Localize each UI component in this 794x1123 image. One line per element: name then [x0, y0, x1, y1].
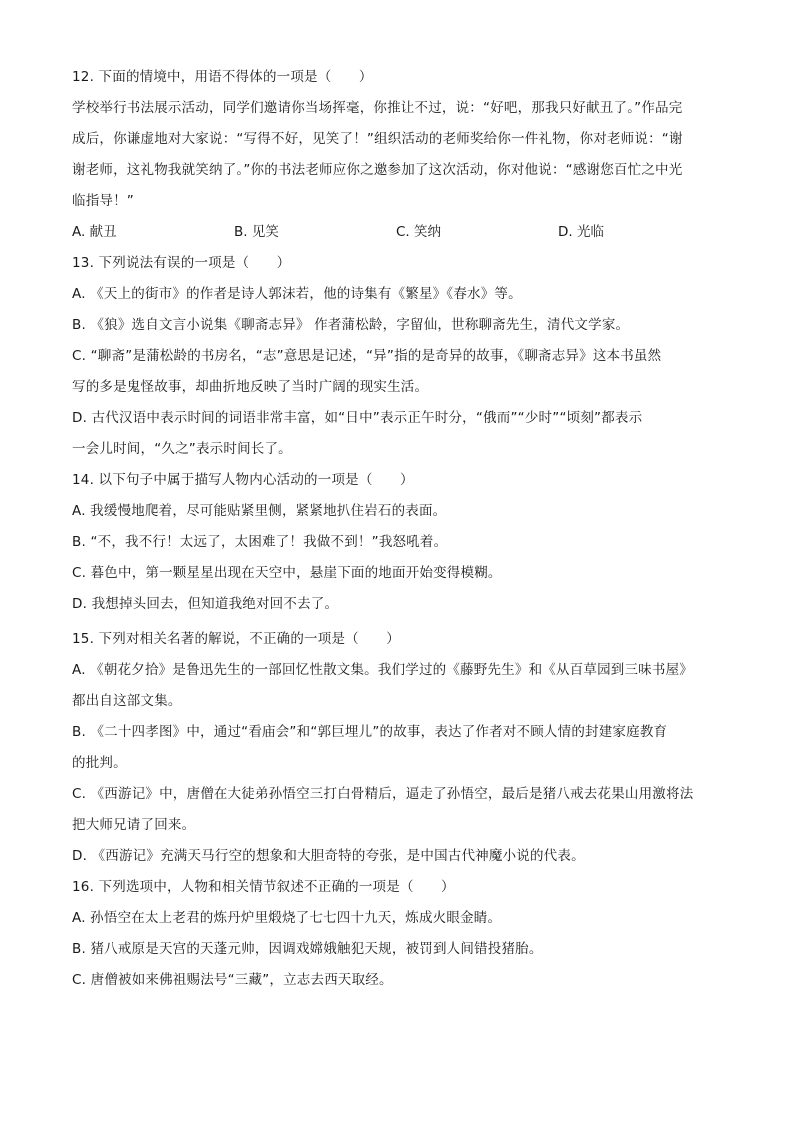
question-13-option-c: C. “聊斋”是蒲松龄的书房名，“志”意思是记述，“异”指的是奇异的故事，《聊斋志异》这本书虽然	[72, 348, 662, 364]
question-12-passage-line: 学校举行书法展示活动，同学们邀请你当场挥毫，你推让不过，说：“好吧，那我只好献丑了。”作品完	[72, 100, 683, 116]
question-13-option-c-cont: 写的多是鬼怪故事，却曲折地反映了当时广阔的现实生活。	[72, 379, 429, 395]
option-c: C. 笑纳	[396, 224, 442, 240]
question-13-option-d: D. 古代汉语中表示时间的词语非常丰富，如“日中”表示正午时分，“俄而”“少时”“顷刻”都表示	[72, 410, 643, 426]
question-16-option-b: B. 猪八戒原是天宫的天蓬元帅，因调戏嫦娥触犯天规，被罚到人间错投猪胎。	[72, 941, 543, 957]
question-15-option-c: C. 《西游记》中，唐僧在大徒弟孙悟空三打白骨精后，逼走了孙悟空，最后是猪八戒去花果山用激将法	[72, 786, 694, 802]
question-13-option-d-cont: 一会儿时间，“久之”表示时间长了。	[72, 441, 292, 457]
question-13-stem: 13. 下列说法有误的一项是（ ）	[72, 255, 291, 271]
option-b: B. 见笑	[234, 224, 279, 240]
option-d: D. 光临	[558, 224, 604, 240]
question-15-option-b-cont: 的批判。	[72, 755, 127, 771]
question-15-stem: 15. 下列对相关名著的解说，不正确的一项是（ ）	[72, 631, 400, 647]
question-15-option-d: D. 《西游记》充满天马行空的想象和大胆奇特的夸张，是中国古代神魔小说的代表。	[72, 848, 585, 864]
question-13-option-a: A. 《天上的街市》的作者是诗人郭沫若，他的诗集有《繁星》《春水》等。	[72, 286, 522, 302]
question-16-option-c: C. 唐僧被如来佛祖赐法号“三藏”，立志去西天取经。	[72, 972, 393, 988]
question-14-stem: 14. 以下句子中属于描写人物内心活动的一项是（ ）	[72, 472, 414, 488]
question-14-option-b: B. “不，我不行！太远了，太困难了！我做不到！”我怒吼着。	[72, 534, 448, 550]
question-16-stem: 16. 下列选项中，人物和相关情节叙述不正确的一项是（ ）	[72, 879, 455, 895]
option-a: A. 献丑	[72, 224, 117, 240]
question-15-option-a: A. 《朝花夕拾》是鲁迅先生的一部回忆性散文集。我们学过的《藤野先生》和《从百草园到三味书屋》	[72, 662, 693, 678]
question-15-option-b: B. 《二十四孝图》中，通过“看庙会”和“郭巨埋儿”的故事，表达了作者对不顾人情的封建家庭教育	[72, 724, 668, 740]
question-13-option-b: B. 《狼》选自文言小说集《聊斋志异》 作者蒲松龄，字留仙，世称聊斋先生，清代文学家。	[72, 317, 630, 333]
question-15-option-c-cont: 把大师兄请了回来。	[72, 817, 196, 833]
question-14-option-d: D. 我想掉头回去，但知道我绝对回不去了。	[72, 596, 339, 612]
question-12-passage-line: 成后，你谦虚地对大家说：“写得不好，见笑了！”组织活动的老师奖给你一件礼物，你对老师说：“谢	[72, 131, 683, 147]
exam-page	[72, 62, 722, 996]
question-15-option-a-cont: 都出自这部文集。	[72, 693, 182, 709]
question-12-options	[72, 217, 722, 248]
question-12-passage-line: 谢老师，这礼物我就笑纳了。”你的书法老师应你之邀参加了这次活动，你对他说：“感谢您百忙之中光	[72, 162, 683, 178]
question-14-option-a: A. 我缓慢地爬着，尽可能贴紧里侧，紧紧地扒住岩石的表面。	[72, 503, 447, 519]
question-12-stem: 12. 下面的情境中，用语不得体的一项是（ ）	[72, 69, 373, 85]
question-14-option-c: C. 暮色中，第一颗星星出现在天空中，悬崖下面的地面开始变得模糊。	[72, 565, 502, 581]
question-12-passage-line: 临指导！”	[72, 193, 134, 209]
question-16-option-a: A. 孙悟空在太上老君的炼丹炉里煅烧了七七四十九天，炼成火眼金睛。	[72, 910, 502, 926]
